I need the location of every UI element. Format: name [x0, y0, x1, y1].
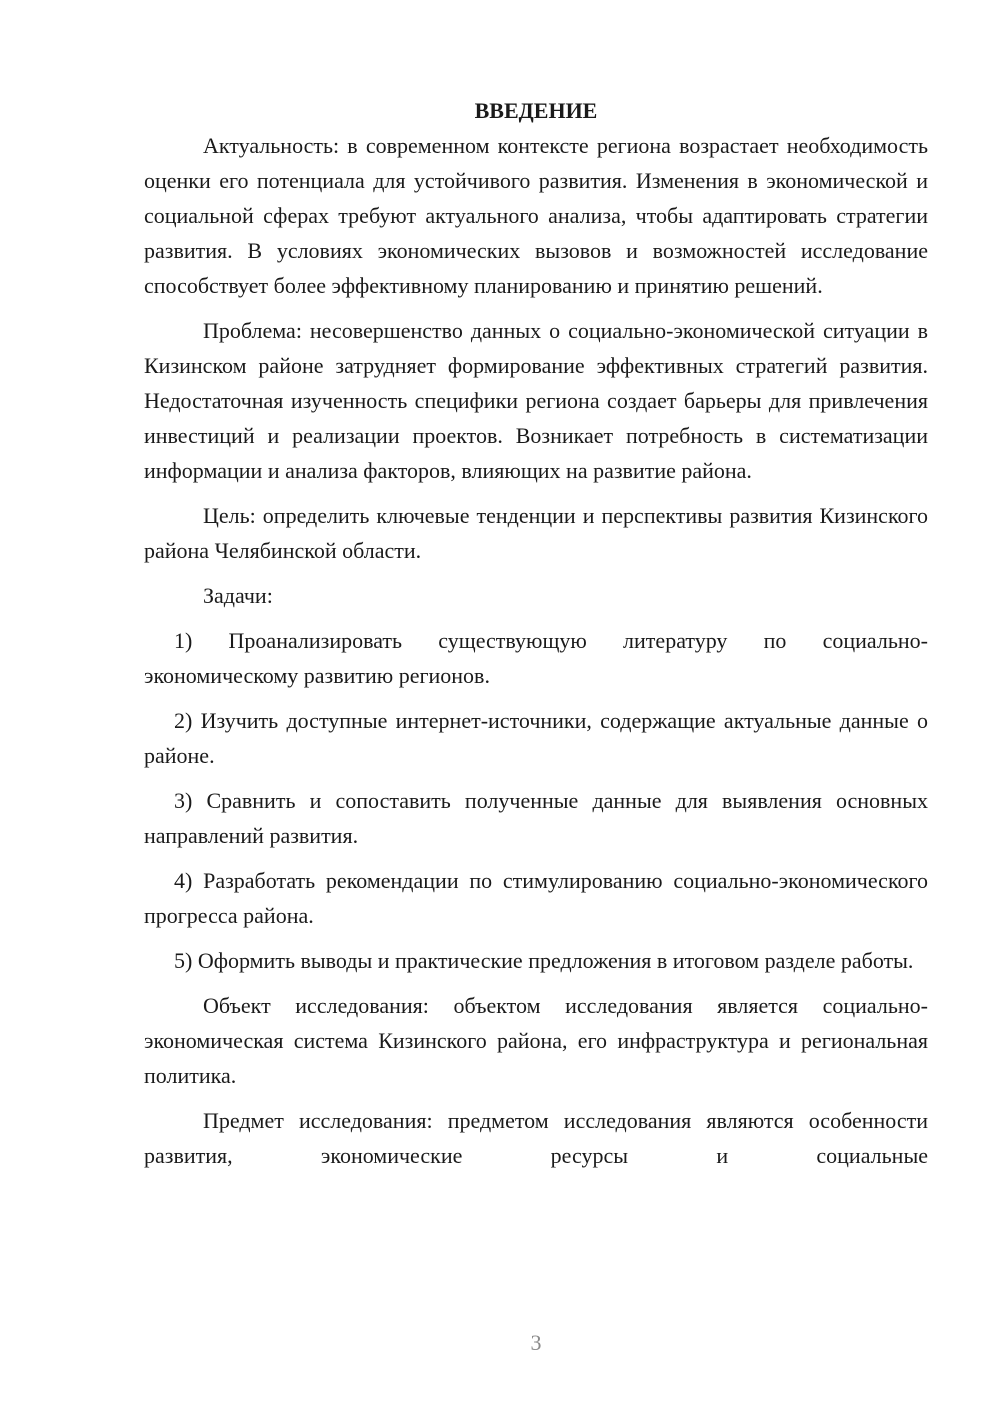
page-title: ВВЕДЕНИЕ: [474, 98, 598, 123]
tasks-heading: Задачи:: [203, 583, 273, 608]
task-item-2: 2) Изучить доступные интернет-источники, содержащие актуальные данные о районе.: [144, 708, 928, 768]
relevance-paragraph: Актуальность: в современном контексте региона возрастает необходимость оценки его потенциала для устойчивого развития. Изменения в экономической и социальной сферах требуют актуального анализа, чтобы адаптировать стратегии развития. В условиях экономических вызовов и возможностей исследование способствует более эффективному планированию и принятию решений.: [144, 133, 928, 298]
task-item-4: 4) Разработать рекомендации по стимулированию социально-экономического прогресса района.: [144, 868, 928, 928]
goal-paragraph: Цель: определить ключевые тенденции и перспективы развития Кизинского района Челябинской области.: [144, 503, 928, 563]
task-item-1: 1) Проанализировать существующую литературу по социально-экономическому развитию регионов.: [144, 628, 928, 688]
problem-paragraph: Проблема: несовершенство данных о социально-экономической ситуации в Кизинском районе затрудняет формирование эффективных стратегий развития. Недостаточная изученность специфики региона создает барьеры для привлечения инвестиций и реализации проектов. Возникает потребность в систематизации информации и анализа факторов, влияющих на развитие района.: [144, 318, 928, 483]
subject-paragraph: Предмет исследования: предметом исследования являются особенности развития, экономические ресурсы и социальные: [144, 1108, 928, 1168]
task-item-5: 5) Оформить выводы и практические предложения в итоговом разделе работы.: [174, 948, 914, 973]
object-paragraph: Объект исследования: объектом исследования является социально-экономическая система Кизинского района, его инфраструктура и региональная политика.: [144, 993, 928, 1088]
page-number: 3: [530, 1330, 542, 1355]
page-content: [144, 93, 928, 1173]
task-item-3: 3) Сравнить и сопоставить полученные данные для выявления основных направлений развития.: [144, 788, 928, 848]
